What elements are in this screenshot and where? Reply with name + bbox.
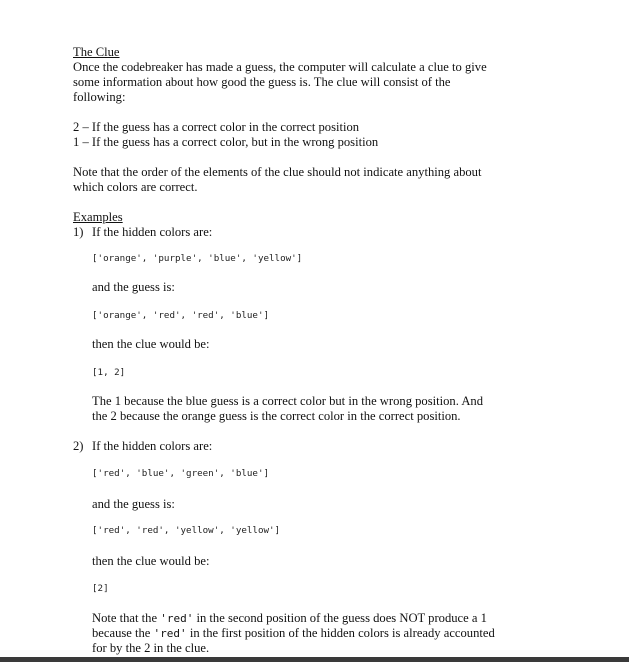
example-2-guess-intro: and the guess is:	[92, 497, 175, 511]
clue-intro-line-3: following:	[73, 90, 126, 104]
example-2-note-line-2	[92, 626, 552, 641]
clue-intro-line-2: some information about how good the guess is. The clue will consist of the	[73, 75, 451, 89]
examples-heading-block	[73, 210, 543, 225]
example-2-clue-intro: then the clue would be:	[92, 554, 210, 568]
example-1-explanation-line-1: The 1 because the blue guess is a correct color but in the wrong position. And	[92, 394, 484, 408]
example-2-number: 2)	[73, 439, 84, 453]
clue-rules-block	[73, 120, 543, 150]
bottom-divider-bar	[0, 657, 629, 662]
example-2-clue-code: [2]	[92, 583, 109, 594]
example-2-note	[92, 611, 552, 656]
example-2-note-line-3: for by the 2 in the clue.	[92, 641, 210, 655]
clue-note-block	[73, 165, 543, 195]
note-line-1-code: 'red'	[160, 612, 194, 625]
note-line-2-code: 'red'	[153, 627, 187, 640]
example-1-number: 1)	[73, 225, 84, 239]
example-2-hidden-intro: If the hidden colors are:	[92, 439, 213, 453]
example-1-guess-intro: and the guess is:	[92, 280, 175, 294]
clue-rule-2: 2 – If the guess has a correct color in the correct position	[73, 120, 360, 134]
clue-heading: The Clue	[73, 45, 120, 59]
examples-heading: Examples	[73, 210, 123, 224]
clue-rule-1: 1 – If the guess has a correct color, but in the wrong position	[73, 135, 379, 149]
clue-note-line-2: which colors are correct.	[73, 180, 198, 194]
clue-intro-block	[73, 45, 543, 105]
example-2-note-line-1	[92, 611, 552, 626]
clue-note-line-1: Note that the order of the elements of the clue should not indicate anything about	[73, 165, 482, 179]
example-1-explanation-line-2: the 2 because the orange guess is the correct color in the correct position.	[92, 409, 461, 423]
example-1-clue-code: [1, 2]	[92, 367, 126, 378]
note-line-2-post: in the first position of the hidden colors is already accounted	[186, 626, 495, 640]
example-2-guess-code: ['red', 'red', 'yellow', 'yellow']	[92, 525, 281, 536]
clue-intro-line-1: Once the codebreaker has made a guess, the computer will calculate a clue to give	[73, 60, 487, 74]
note-line-1-pre: Note that the	[92, 611, 161, 625]
example-1-explanation	[92, 394, 552, 424]
example-1-hidden-code: ['orange', 'purple', 'blue', 'yellow']	[92, 253, 303, 264]
example-2-hidden-code: ['red', 'blue', 'green', 'blue']	[92, 468, 270, 479]
example-1-hidden-intro: If the hidden colors are:	[92, 225, 213, 239]
note-line-2-pre: because the	[92, 626, 154, 640]
note-line-1-post: in the second position of the guess does NOT produce a 1	[193, 611, 487, 625]
example-1-guess-code: ['orange', 'red', 'red', 'blue']	[92, 310, 270, 321]
example-1-clue-intro: then the clue would be:	[92, 337, 210, 351]
